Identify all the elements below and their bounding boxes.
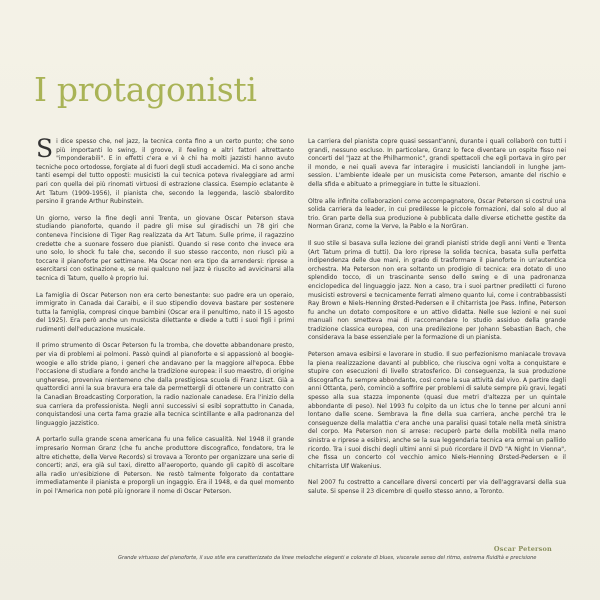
caption: Grande virtuoso del pianoforte, il suo stile era caratterizzato da linee melodiche eleganti e colorate di blues, viscerale senso del ritmo, estrema fluidità e precisione <box>118 555 537 561</box>
paragraph-death: Nel 2007 fu costretto a cancellare diversi concerti per via dell'aggravarsi della sua salute. Si spense il 23 dicembre di quello stesso anno, a Toronto. <box>308 479 566 495</box>
right-column <box>308 138 566 505</box>
paragraph-granz-discovery: A portarlo sulla grande scena americana fu una felice casualità. Nel 1948 il grande impresario Norman Granz (che fu anche produttore discografico, fondatore, tra le altre etichette, della Verve Records) si trovava a Toronto per organizzare una serie di concerti; anzi, era già sul taxi, diretto all'aeroporto, quando gli capitò di ascoltare alla radio un'esibizione di Peterson. Ne restò talmente folgorato da contattare immediatamente il pianista e proporgli un ingaggio. Era il 1948, e da quel momento in poi l'America non poté più ignorare il nome di Oscar Peterson. <box>36 436 294 495</box>
photo-credit: Oscar Peterson <box>493 545 552 553</box>
paragraph-style: Il suo stile si basava sulla lezione dei grandi pianisti stride degli anni Venti e Trenta (Art Tatum prima di tutti). Da loro riprese la solida tecnica, basata sulla perfetta indipendenza delle due mani, in grado di trasformare il pianoforte in un'autentica orchestra. Ma Peterson non era soltanto un prodigio di tecnica: era dotato di uno splendido tocco, di un trascinante senso dello swing e di una padronanza enciclopedica del linguaggio jazz. Non a caso, tra i suoi partner prediletti ci furono musicisti estroversi e tecnicamente ferrati almeno quanto lui, come i contrabbassisti Ray Brown e Niels-Henning Ørsted-Pedersen e il chitarrista Joe Pass. Infine, Peterson fu anche un dotato compositore e un attivo didatta. Nelle sue lezioni e nei suoi manuali non smetteva mai di raccomandare lo studio assiduo della grande tradizione classica europea, con una predilezione per Johann Sebastian Bach, che considerava la base essenziale per la formazione di un pianista. <box>308 239 566 342</box>
paragraph-intro <box>36 134 294 207</box>
drop-cap: S <box>36 134 54 163</box>
paragraph-first-instrument: Il primo strumento di Oscar Peterson fu la tromba, che dovette abbandonare presto, per via di problemi ai polmoni. Passò quindi al pianoforte e si appassionò al boogie-woogie e allo stride piano, i generi che andavano per la maggiore all'epoca. Ebbe l'occasione di studiare a fondo anche la tradizione europea: il suo maestro, di origine ungherese, proveniva nientemeno che dalla prestigiosa scuola di Franz Liszt. Già a quattordici anni la sua bravura era tale da permettergli di ottenere un contratto con la Canadian Broadcasting Corporation, la radio nazionale canadese. Era l'inizio della sua carriera da professionista. Negli anni successivi si esibì soprattutto in Canada, conquistandosi una certa fama grazie alla tecnica scintillante e alla padronanza del linguaggio jazzistico. <box>36 342 294 427</box>
paragraph-intro-text: i dice spesso che, nel jazz, la tecnica conta fino a un certo punto; che sono più importanti lo swing, il groove, il feeling e altri fattori altrettanto "imponderabili". E in effetti c'era e vi è chi ha molti jazzisti hanno avuto tecniche poco ortodosse, forgiate al di fuori degli studi accademici. Ma ci sono anche tanti esempi del tutto opposti: musicisti la cui tecnica poteva rivaleggiare ad armi pari con quella dei più rinomati virtuosi di estrazione classica. Esempio eclatante è Art Tatum (1909-1956), il pianista che, secondo la leggenda, lasciò sbalordito persino il grande Arthur Rubinstein. <box>36 138 294 206</box>
paragraph-leader: Oltre alle infinite collaborazioni come accompagnatore, Oscar Peterson si costruì una solida carriera da leader, in cui predilesse le piccole formazioni, dal solo al duo al trio. Gran parte della sua produzione è pubblicata dalle diverse etichette gestite da Norman Granz, come la Verve, la Pablo e la NorGran. <box>308 197 566 231</box>
paragraph-career: La carriera del pianista copre quasi sessant'anni, durante i quali collaborò con tutti i grandi, nessuno escluso. In particolare, Granz lo fece diventare un ospite fisso nei concerti del "Jazz at the Philharmonic", grandi spettacoli che egli portava in giro per il mondo, e nei quali aveva far interagire i musicisti lanciandoli in lunghe jam-session. L'ambiente ideale per un musicista come Peterson, amante del rischio e della sfida e abituato a primeggiare in tutte le situazioni. <box>308 138 566 188</box>
paragraph-later-years: Peterson amava esibirsi e lavorare in studio. Il suo perfezionismo maniacale trovava la piena realizzazione davanti al pubblico, che riusciva ogni volta a conquistare e stupire con esecuzioni di livello stratosferico. Di conseguenza, la sua produzione discografica fu sempre abbondante, così come la sua attività dal vivo. A partire dagli anni Ottanta, però, cominciò a soffrire per problemi di salute sempre più gravi, legati spesso alla sua stazza imponente (quasi due metri d'altezza per un quintale abbondante di peso). Nel 1993 fu colpito da un ictus che lo tenne per alcuni anni lontano dalle scene. Sembrava la fine della sua carriera, anche perché tra le conseguenze della malattia c'era anche una paralisi quasi totale nella metà sinistra del corpo. Ma Peterson non si arrese: recuperò parte della mobilità nella mano sinistra e riprese a esibirsi, anche se la sua leggendaria tecnica era ormai un pallido ricordo. Tra i suoi dischi degli ultimi anni si può ricordare il DVD "A Night In Vienna", che fissa un concerto col vecchio amico Niels-Henning Ørsted-Pedersen e il chitarrista Ulf Wakenius. <box>308 351 566 470</box>
left-column <box>36 134 294 505</box>
paragraph-family: La famiglia di Oscar Peterson non era certo benestante: suo padre era un operaio, immigrato in Canada dai Caraibi, e il suo stipendio doveva bastare per sostenere tutta la famiglia, compresi cinque bambini (Oscar era il penultimo, nato il 15 agosto del 1925). Era però anche un musicista dilettante e diede a tutti i suoi figli i primi rudimenti dell'educazione musicale. <box>36 291 294 333</box>
page-title: I protagonisti <box>34 70 257 109</box>
paragraph-tatum-story: Un giorno, verso la fine degli anni Trenta, un giovane Oscar Peterson stava studiando pianoforte, quando il padre gli mise sul giradischi un 78 giri che conteneva l'incisione di Tiger Rag realizzata da Art Tatum. Sulle prime, il ragazzino credette che a suonare fossero due pianisti. Quando si rese conto che invece era uno solo, lo shock fu tale che, secondo il suo stesso racconto, non riuscì più a toccare il pianoforte per settimane. Ma Oscar non era tipo da arrendersi: riprese a esercitarsi con ostinazione e, se mai qualcuno nel jazz è riuscito ad avvicinarsi alla tecnica di Tatum, quello è proprio lui. <box>36 214 294 282</box>
